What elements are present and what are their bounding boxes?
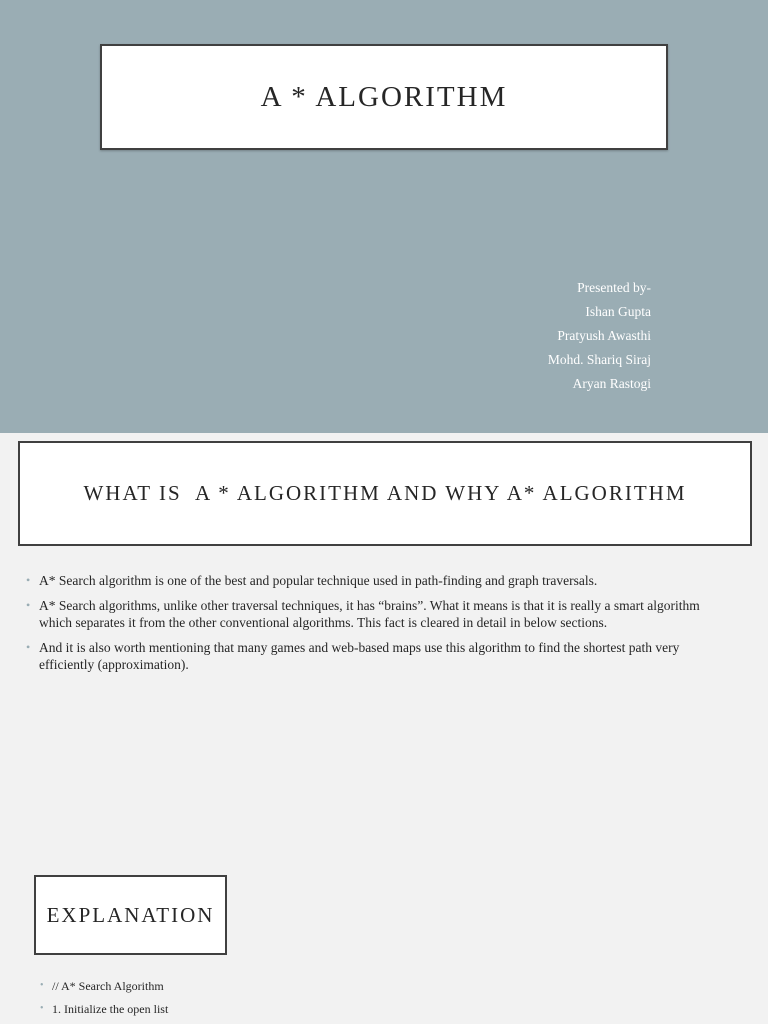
presenter-line: Ishan Gupta bbox=[585, 304, 651, 319]
list-item bbox=[40, 979, 168, 993]
slide-heading: WHAT IS A * ALGORITHM AND WHY A* ALGORITHM bbox=[83, 481, 687, 505]
bullet-text: A* Search algorithms, unlike other traversal techniques, it has “brains”. What it means is that it is really a smart algorithm which separates it from the other conventional algorithms. This fact is cleared in detail in below sections. bbox=[39, 598, 700, 630]
list-item bbox=[26, 597, 732, 631]
bullet-icon: • bbox=[40, 1003, 44, 1014]
heading-box bbox=[18, 441, 752, 546]
pseudocode-line: // A* Search Algorithm bbox=[52, 979, 164, 993]
explanation-title-box bbox=[34, 875, 227, 955]
bullet-list bbox=[26, 572, 732, 681]
list-item bbox=[26, 572, 732, 589]
explanation-title: EXPLANATION bbox=[46, 902, 215, 927]
bullet-icon: • bbox=[40, 980, 44, 991]
pseudocode-line: 1. Initialize the open list bbox=[52, 1002, 169, 1016]
intro-slide bbox=[0, 433, 768, 853]
explanation-slide bbox=[0, 853, 768, 1024]
list-item bbox=[40, 1002, 168, 1016]
presenter-line: Aryan Rastogi bbox=[572, 376, 651, 391]
slide-title: A * ALGORITHM bbox=[260, 80, 508, 113]
presenter-line: Presented by- bbox=[577, 280, 651, 295]
pseudocode-list bbox=[40, 979, 168, 1024]
list-item bbox=[26, 639, 732, 673]
title-slide bbox=[0, 0, 768, 433]
bullet-icon: • bbox=[26, 640, 31, 654]
bullet-text: A* Search algorithm is one of the best and popular technique used in path-finding and graph traversals. bbox=[39, 573, 598, 588]
presenter-line: Mohd. Shariq Siraj bbox=[547, 352, 651, 367]
presenter-line: Pratyush Awasthi bbox=[557, 328, 651, 343]
bullet-text: And it is also worth mentioning that many games and web-based maps use this algorithm to find the shortest path very efficiently (approximation). bbox=[39, 640, 680, 672]
presenters-block bbox=[548, 276, 651, 396]
title-box bbox=[100, 44, 668, 150]
bullet-icon: • bbox=[26, 573, 31, 587]
bullet-icon: • bbox=[26, 598, 31, 612]
